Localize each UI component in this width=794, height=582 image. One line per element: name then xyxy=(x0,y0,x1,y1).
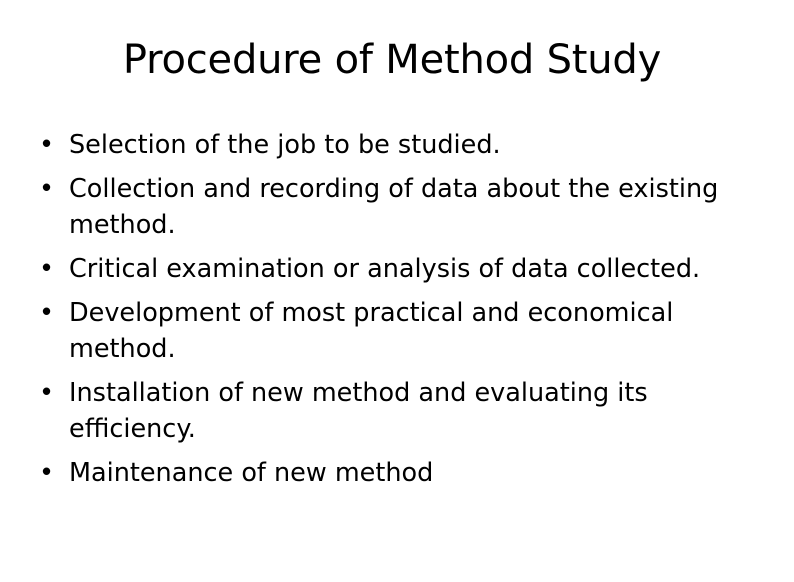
bullet-item-maintenance xyxy=(35,455,755,491)
bullet-icon: • xyxy=(39,378,55,408)
bullet-icon: • xyxy=(39,254,55,284)
bullet-icon: • xyxy=(39,298,55,328)
bullet-item-installation xyxy=(35,375,755,447)
bullet-item-examination xyxy=(35,251,755,287)
bullet-text: Selection of the job to be studied. xyxy=(69,130,501,160)
bullet-item-development xyxy=(35,295,755,367)
bullet-icon: • xyxy=(39,174,55,204)
bullet-text: Maintenance of new method xyxy=(69,458,434,488)
bullet-icon: • xyxy=(39,458,55,488)
bullet-text: Installation of new method and evaluating its efficiency. xyxy=(69,378,648,444)
bullet-text: Collection and recording of data about the existing method. xyxy=(69,174,719,240)
bullet-item-collection xyxy=(35,171,755,243)
bullet-text: Critical examination or analysis of data collected. xyxy=(69,254,701,284)
slide-title: Procedure of Method Study xyxy=(122,37,662,83)
bullet-list xyxy=(35,127,755,499)
bullet-item-selection xyxy=(35,127,755,163)
bullet-text: Development of most practical and economical method. xyxy=(69,298,674,364)
bullet-icon: • xyxy=(39,130,55,160)
